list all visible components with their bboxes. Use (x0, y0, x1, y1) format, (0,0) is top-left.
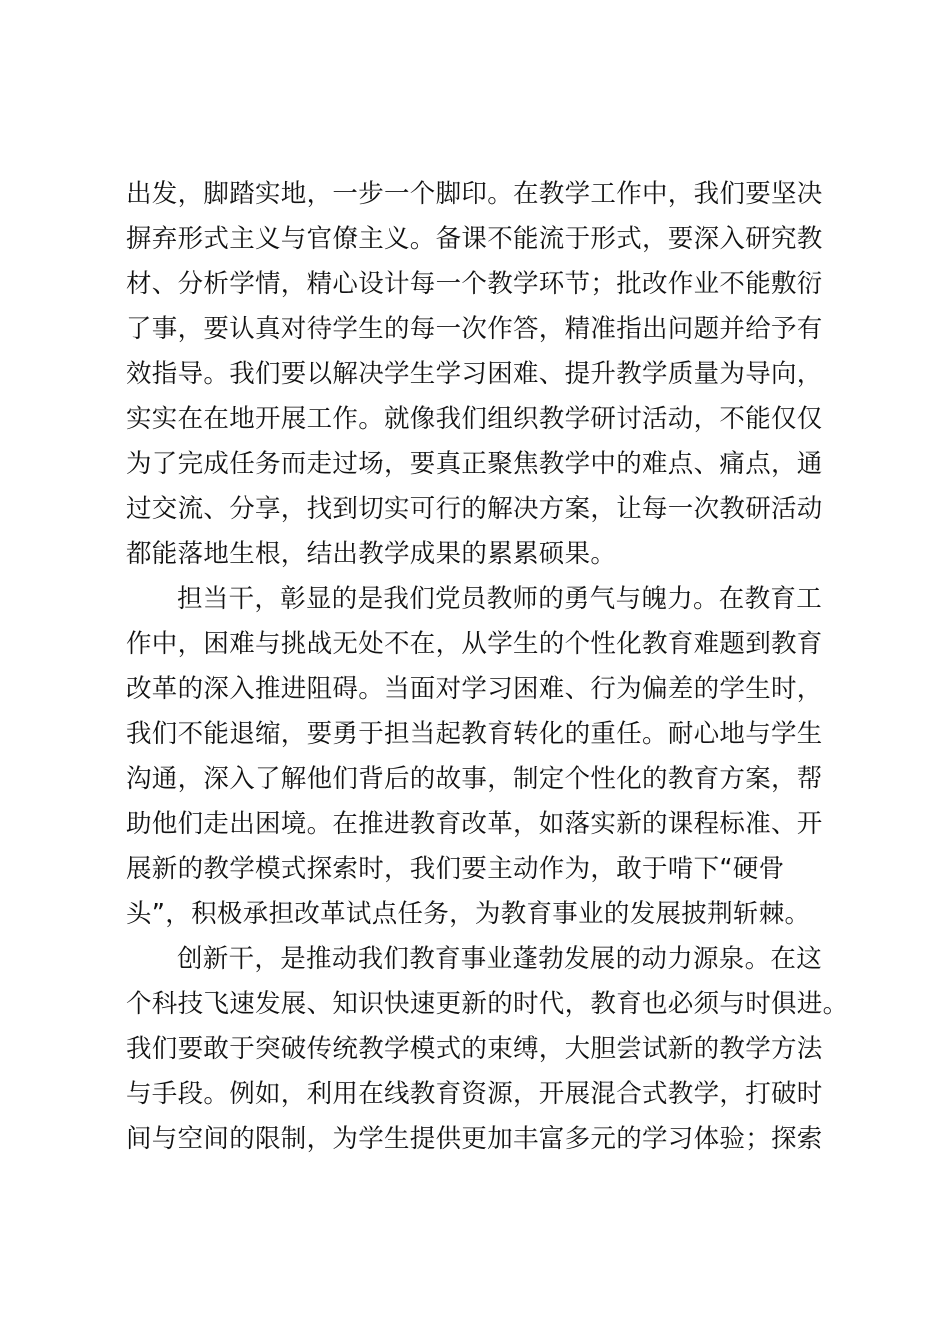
paragraph-1 (126, 172, 832, 577)
text-line: 作中，困难与挑战无处不在，从学生的个性化教育难题到教育 (126, 629, 823, 659)
text-line: 沟通，深入了解他们背后的故事，制定个性化的教育方案，帮 (126, 764, 823, 794)
text-line: 间与空间的限制，为学生提供更加丰富多元的学习体验；探索 (126, 1124, 823, 1154)
text-line: 为了完成任务而走过场，要真正聚焦教学中的难点、痛点，通 (126, 449, 823, 479)
text-line: 出发，脚踏实地，一步一个脚印。在教学工作中，我们要坚决 (126, 179, 823, 209)
text-line: 与手段。例如，利用在线教育资源，开展混合式教学，打破时 (126, 1079, 823, 1109)
text-line: 都能落地生根，结出教学成果的累累硕果。 (126, 539, 617, 569)
text-line: 过交流、分享，找到切实可行的解决方案，让每一次教研活动 (126, 494, 823, 524)
text-line: 了事，要认真对待学生的每一次作答，精准指出问题并给予有 (126, 314, 823, 344)
text-line: 材、分析学情，精心设计每一个教学环节；批改作业不能敷衍 (126, 269, 823, 299)
text-line: 创新干，是推动我们教育事业蓬勃发展的动力源泉。在这 (177, 944, 823, 974)
text-line: 摒弃形式主义与官僚主义。备课不能流于形式，要深入研究教 (126, 224, 823, 254)
paragraph-3 (126, 937, 849, 1162)
paragraph-2 (126, 577, 832, 937)
text-line: 个科技飞速发展、知识快速更新的时代，教育也必须与时俱进。 (126, 989, 849, 1019)
document-body (126, 172, 849, 1162)
text-line: 展新的教学模式探索时，我们要主动作为，敢于啃下“硬骨 (126, 854, 785, 884)
text-line: 头”，积极承担改革试点任务，为教育事业的发展披荆斩棘。 (126, 899, 811, 929)
text-line: 我们不能退缩，要勇于担当起教育转化的重任。耐心地与学生 (126, 719, 823, 749)
text-line: 效指导。我们要以解决学生学习困难、提升教学质量为导向， (126, 359, 823, 389)
text-line: 助他们走出困境。在推进教育改革，如落实新的课程标准、开 (126, 809, 823, 839)
text-line: 我们要敢于突破传统教学模式的束缚，大胆尝试新的教学方法 (126, 1034, 823, 1064)
text-line: 担当干，彰显的是我们党员教师的勇气与魄力。在教育工 (177, 584, 823, 614)
text-line: 改革的深入推进阻碍。当面对学习困难、行为偏差的学生时， (126, 674, 823, 704)
text-line: 实实在在地开展工作。就像我们组织教学研讨活动，不能仅仅 (126, 404, 823, 434)
